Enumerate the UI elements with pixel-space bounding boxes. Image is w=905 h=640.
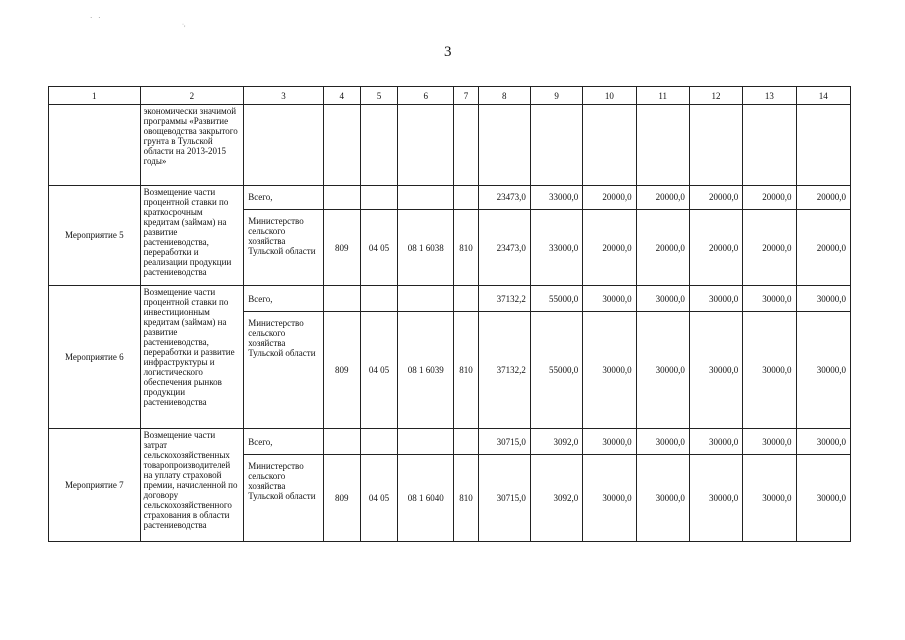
event-description: Возмещение части затрат сельскохозяйственных товаропроизводителей на уплату страховой премии, начисленной по договору сельскохозяйственного страхования в области растениеводства: [140, 429, 244, 542]
amount-cell: 55000,0: [530, 312, 582, 429]
amount-cell: 30000,0: [743, 286, 796, 312]
amount-cell: 30000,0: [636, 429, 689, 455]
amount-cell: 37132,2: [478, 312, 530, 429]
amount-cell: 30000,0: [743, 429, 796, 455]
amount-cell: 20000,0: [689, 209, 742, 286]
amount-cell: 30000,0: [583, 455, 636, 542]
amount-cell: 30000,0: [583, 286, 636, 312]
event-description: экономически значимой программы «Развитие овощеводства закрытого грунта в Тульской области на 2013-2015 годы»: [140, 105, 244, 186]
budget-table: [48, 86, 851, 542]
event-name-cell: [49, 105, 141, 186]
header-cell: 10: [583, 87, 636, 105]
amount-cell: 37132,2: [478, 286, 530, 312]
amount-cell: 20000,0: [689, 185, 742, 209]
code-col5: 04 05: [360, 209, 397, 286]
amount-cell: 20000,0: [636, 209, 689, 286]
amount-cell: 23473,0: [478, 209, 530, 286]
amount-cell: 30000,0: [583, 312, 636, 429]
code-col7: 810: [454, 312, 478, 429]
amount-cell: 30000,0: [796, 455, 850, 542]
page-number: 3: [444, 44, 452, 60]
executor-name: Министерство сельского хозяйства Тульской области: [244, 312, 323, 429]
header-cell: 1: [49, 87, 141, 105]
amount-cell: 30000,0: [689, 429, 742, 455]
header-cell: 4: [323, 87, 360, 105]
code-col4: 809: [323, 209, 360, 286]
code-col7: 810: [454, 455, 478, 542]
code-col5: 04 05: [360, 455, 397, 542]
header-cell: 3: [244, 87, 323, 105]
code-col6: 08 1 6040: [398, 455, 454, 542]
amount-cell: 20000,0: [743, 209, 796, 286]
event-total-row: [49, 185, 851, 209]
amount-cell: 30000,0: [689, 455, 742, 542]
amount-cell: 30000,0: [796, 312, 850, 429]
amount-cell: 20000,0: [636, 185, 689, 209]
event-description: Возмещение части процентной ставки по инвестиционным кредитам (займам) на развитие растениеводства, переработки и развитие инфраструктуры и логистического обеспечения рынков продукции растениеводства: [140, 286, 244, 429]
amount-cell: 30000,0: [743, 312, 796, 429]
total-label: Всего,: [244, 429, 323, 455]
code-col4: 809: [323, 455, 360, 542]
event-total-row: [49, 286, 851, 312]
amount-cell: 23473,0: [478, 185, 530, 209]
code-col6: 08 1 6039: [398, 312, 454, 429]
amount-cell: 3092,0: [530, 429, 582, 455]
scan-speck: · ·: [90, 14, 103, 22]
amount-cell: 55000,0: [530, 286, 582, 312]
header-cell: 7: [454, 87, 478, 105]
header-cell: 14: [796, 87, 850, 105]
amount-cell: 30715,0: [478, 455, 530, 542]
event-name: Мероприятие 5: [49, 185, 141, 286]
event-name: Мероприятие 6: [49, 286, 141, 429]
header-cell: 11: [636, 87, 689, 105]
event-description: Возмещение части процентной ставки по краткосрочным кредитам (займам) на развитие растениеводства, переработки и реализации продукции растениеводства: [140, 185, 244, 286]
header-row: [49, 87, 851, 105]
amount-cell: 20000,0: [743, 185, 796, 209]
scan-speck: ·,: [182, 22, 186, 28]
amount-cell: 30000,0: [636, 455, 689, 542]
amount-cell: 20000,0: [796, 209, 850, 286]
header-cell: 13: [743, 87, 796, 105]
executor-name: Министерство сельского хозяйства Тульской области: [244, 455, 323, 542]
event-name: Мероприятие 7: [49, 429, 141, 542]
header-cell: 8: [478, 87, 530, 105]
amount-cell: 33000,0: [530, 209, 582, 286]
event-total-row: [49, 429, 851, 455]
continuation-row: [49, 105, 851, 186]
amount-cell: 30715,0: [478, 429, 530, 455]
total-label: Всего,: [244, 286, 323, 312]
code-col4: 809: [323, 312, 360, 429]
amount-cell: 3092,0: [530, 455, 582, 542]
amount-cell: 30000,0: [689, 312, 742, 429]
amount-cell: 33000,0: [530, 185, 582, 209]
header-cell: 2: [140, 87, 244, 105]
amount-cell: 30000,0: [689, 286, 742, 312]
executor-name: Министерство сельского хозяйства Тульской области: [244, 209, 323, 286]
header-cell: 9: [530, 87, 582, 105]
amount-cell: 20000,0: [583, 185, 636, 209]
code-col6: 08 1 6038: [398, 209, 454, 286]
amount-cell: 30000,0: [796, 286, 850, 312]
header-cell: 6: [398, 87, 454, 105]
total-label: Всего,: [244, 185, 323, 209]
header-cell: 5: [360, 87, 397, 105]
header-cell: 12: [689, 87, 742, 105]
amount-cell: 30000,0: [636, 312, 689, 429]
code-col5: 04 05: [360, 312, 397, 429]
amount-cell: 30000,0: [583, 429, 636, 455]
amount-cell: 30000,0: [796, 429, 850, 455]
code-col7: 810: [454, 209, 478, 286]
amount-cell: 30000,0: [636, 286, 689, 312]
amount-cell: 20000,0: [796, 185, 850, 209]
amount-cell: 20000,0: [583, 209, 636, 286]
amount-cell: 30000,0: [743, 455, 796, 542]
